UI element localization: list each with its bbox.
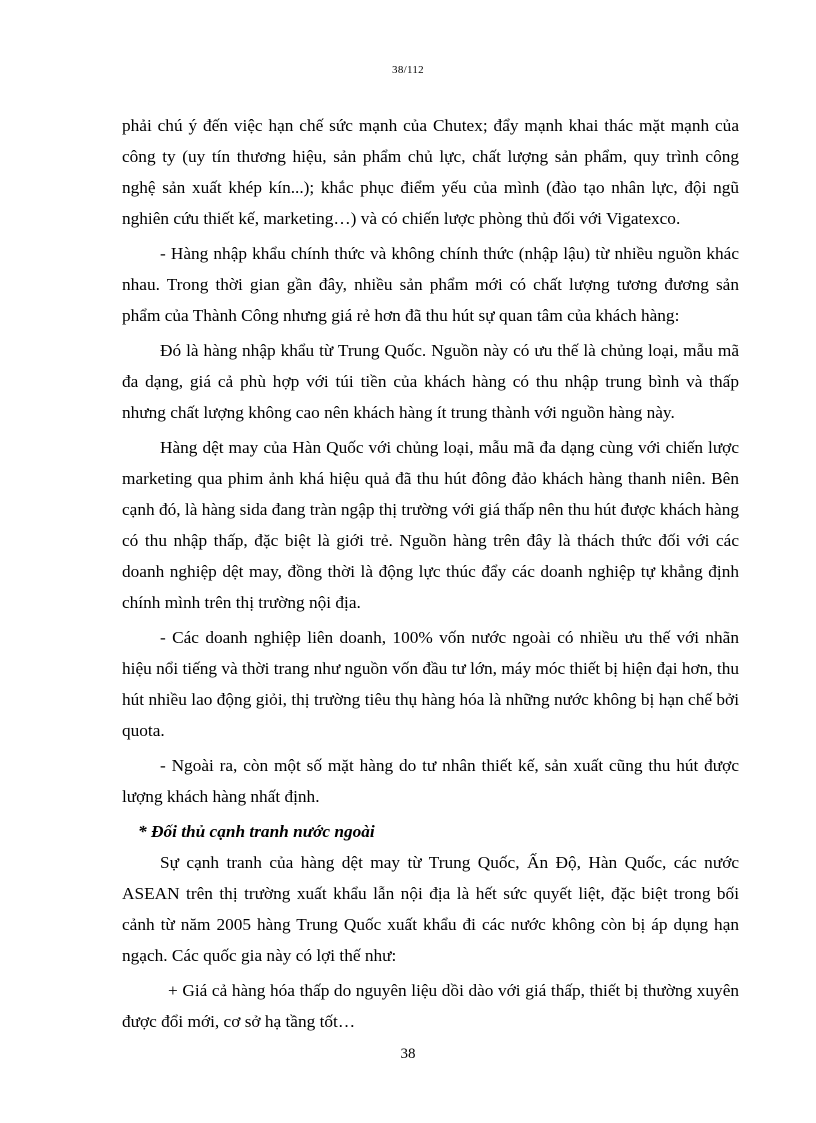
- document-body: [122, 110, 739, 1037]
- page-number: 38: [400, 1046, 416, 1062]
- paragraph-china-goods: Đó là hàng nhập khẩu từ Trung Quốc. Nguồn này có ưu thế là chủng loại, mẫu mã đa dạng, giá cả phù hợp với túi tiền của khách hàng có thu nhập trung bình và thấp nhưng chất lượng không cao nên khách hàng ít trung thành với nguồn hàng này.: [122, 341, 739, 422]
- paragraph-joint-ventures: - Các doanh nghiệp liên doanh, 100% vốn nước ngoài có nhiều ưu thế với nhãn hiệu nổi tiếng và thời trang như nguồn vốn đầu tư lớn, máy móc thiết bị hiện đại hơn, thu hút nhiều lao động giỏi, thị trường tiêu thụ hàng hóa là những nước không bị hạn chế bởi quota.: [122, 628, 739, 740]
- paragraph-private-goods: - Ngoài ra, còn một số mặt hàng do tư nhân thiết kế, sản xuất cũng thu hút được lượng khách hàng nhất định.: [122, 756, 739, 806]
- section-heading-foreign-competitors: * Đối thủ cạnh tranh nước ngoài: [138, 822, 375, 841]
- paragraph-korea-goods: Hàng dệt may của Hàn Quốc với chủng loại, mẫu mã đa dạng cùng với chiến lược marketing qua phim ảnh khá hiệu quả đã thu hút đông đảo khách hàng thanh niên. Bên cạnh đó, là hàng sida đang tràn ngập thị trường với giá thấp nên thu hút được khách hàng có thu nhập thấp, đặc biệt là giới trẻ. Nguồn hàng trên đây là thách thức đối với các doanh nghiệp dệt may, đồng thời là động lực thúc đẩy các doanh nghiệp tự khẳng định chính mình trên thị trường nội địa.: [122, 438, 739, 612]
- paragraph-continuation: phải chú ý đến việc hạn chế sức mạnh của Chutex; đẩy mạnh khai thác mặt mạnh của công ty (uy tín thương hiệu, sản phẩm chủ lực, chất lượng sản phẩm, quy trình công nghệ sản xuất khép kín...); khắc phục điểm yếu của mình (đào tạo nhân lực, đội ngũ nghiên cứu thiết kế, marketing…) và có chiến lược phòng thủ đối với Vigatexco.: [122, 116, 739, 228]
- list-item-low-prices: + Giá cả hàng hóa thấp do nguyên liệu dồi dào với giá thấp, thiết bị thường xuyên được đổi mới, cơ sở hạ tầng tốt…: [122, 981, 739, 1031]
- paragraph-imports: - Hàng nhập khẩu chính thức và không chính thức (nhập lậu) từ nhiều nguồn khác nhau. Trong thời gian gần đây, nhiều sản phẩm mới có chất lượng tương đương sản phẩm của Thành Công nhưng giá rẻ hơn đã thu hút sự quan tâm của khách hàng:: [122, 244, 739, 325]
- page-counter: 38/112: [392, 64, 424, 76]
- paragraph-foreign-competition: Sự cạnh tranh của hàng dệt may từ Trung Quốc, Ấn Độ, Hàn Quốc, các nước ASEAN trên thị trường xuất khẩu lẫn nội địa là hết sức quyết liệt, đặc biệt trong bối cảnh từ năm 2005 hàng Trung Quốc xuất khẩu đi các nước không còn bị áp dụng hạn ngạch. Các quốc gia này có lợi thế như:: [122, 853, 739, 965]
